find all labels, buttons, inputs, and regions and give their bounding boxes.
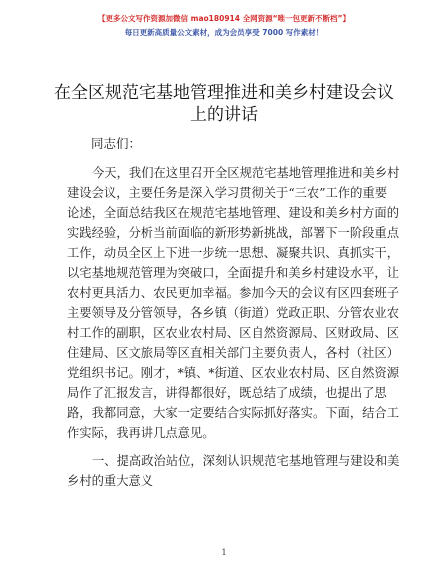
- paragraph-line: 作实际，我再讲几点意见。: [67, 426, 215, 440]
- paragraph-line: 建设会议，主要任务是深入学习贯彻关于“三农”工作的重要: [67, 186, 387, 200]
- paragraph-line: 工作，动员全区上下进一步统一思想、凝聚共识、真抓实干，: [67, 246, 400, 260]
- section-heading-line: 一、提高政治站位，深刻认识规范宅基地管理与建设和美: [92, 454, 400, 468]
- document-title: [40, 82, 408, 126]
- title-line-1: 在全区规范宅基地管理推进和美乡村建设会议: [54, 83, 394, 103]
- ad-banner-line-1: 【更多公文写作资源加微信 mao180914 全网资源“唯一包更新不断档”】: [98, 14, 350, 23]
- paragraph-line: 局作了汇报发言，讲得都很好，既总结了成绩，也提出了思: [67, 386, 387, 400]
- paragraph-line: 主要领导及分管领导，各乡镇（街道）党政正职、分管农业农: [67, 306, 400, 320]
- paragraph-line: 论述，全面总结我区在规范宅基地管理、建设和美乡村方面的: [67, 206, 400, 220]
- paragraph-1: [67, 163, 400, 443]
- ad-banner: [0, 12, 448, 40]
- paragraph-line: 住建局、区文旅局等区直相关部门主要负责人，各村（社区）: [67, 346, 400, 360]
- paragraph-line: 路，我都同意，大家一定要结合实际抓好落实。下面，结合工: [67, 406, 400, 420]
- section-heading-line: 乡村的重大意义: [67, 474, 154, 488]
- paragraph-line: 以宅基地规范管理为突破口，全面提升和美乡村建设水平，让: [67, 266, 400, 280]
- paragraph-line: 农村更具活力、农民更加幸福。参加今天的会议有区四套班子: [67, 286, 400, 300]
- title-line-2: 上的讲话: [190, 105, 258, 125]
- paragraph-line: 村工作的副职，区农业农村局、区自然资源局、区财政局、区: [67, 326, 400, 340]
- paragraph-line: 党组织书记。刚才，*镇、*街道、区农业农村局、区自然资源: [67, 366, 400, 380]
- paragraph-line: 今天，我们在这里召开全区规范宅基地管理推进和美乡村: [92, 166, 400, 180]
- document-body: [67, 128, 400, 491]
- salutation: 同志们：: [91, 136, 142, 151]
- page-number: 1: [221, 548, 227, 557]
- section-heading-1: [67, 451, 400, 491]
- ad-banner-line-2: 每日更新高质量公文素材，成为会员享受 7000 写作素材！: [124, 28, 324, 37]
- paragraph-line: 实践经验，分析当前面临的新形势新挑战，部署下一阶段重点: [67, 226, 400, 240]
